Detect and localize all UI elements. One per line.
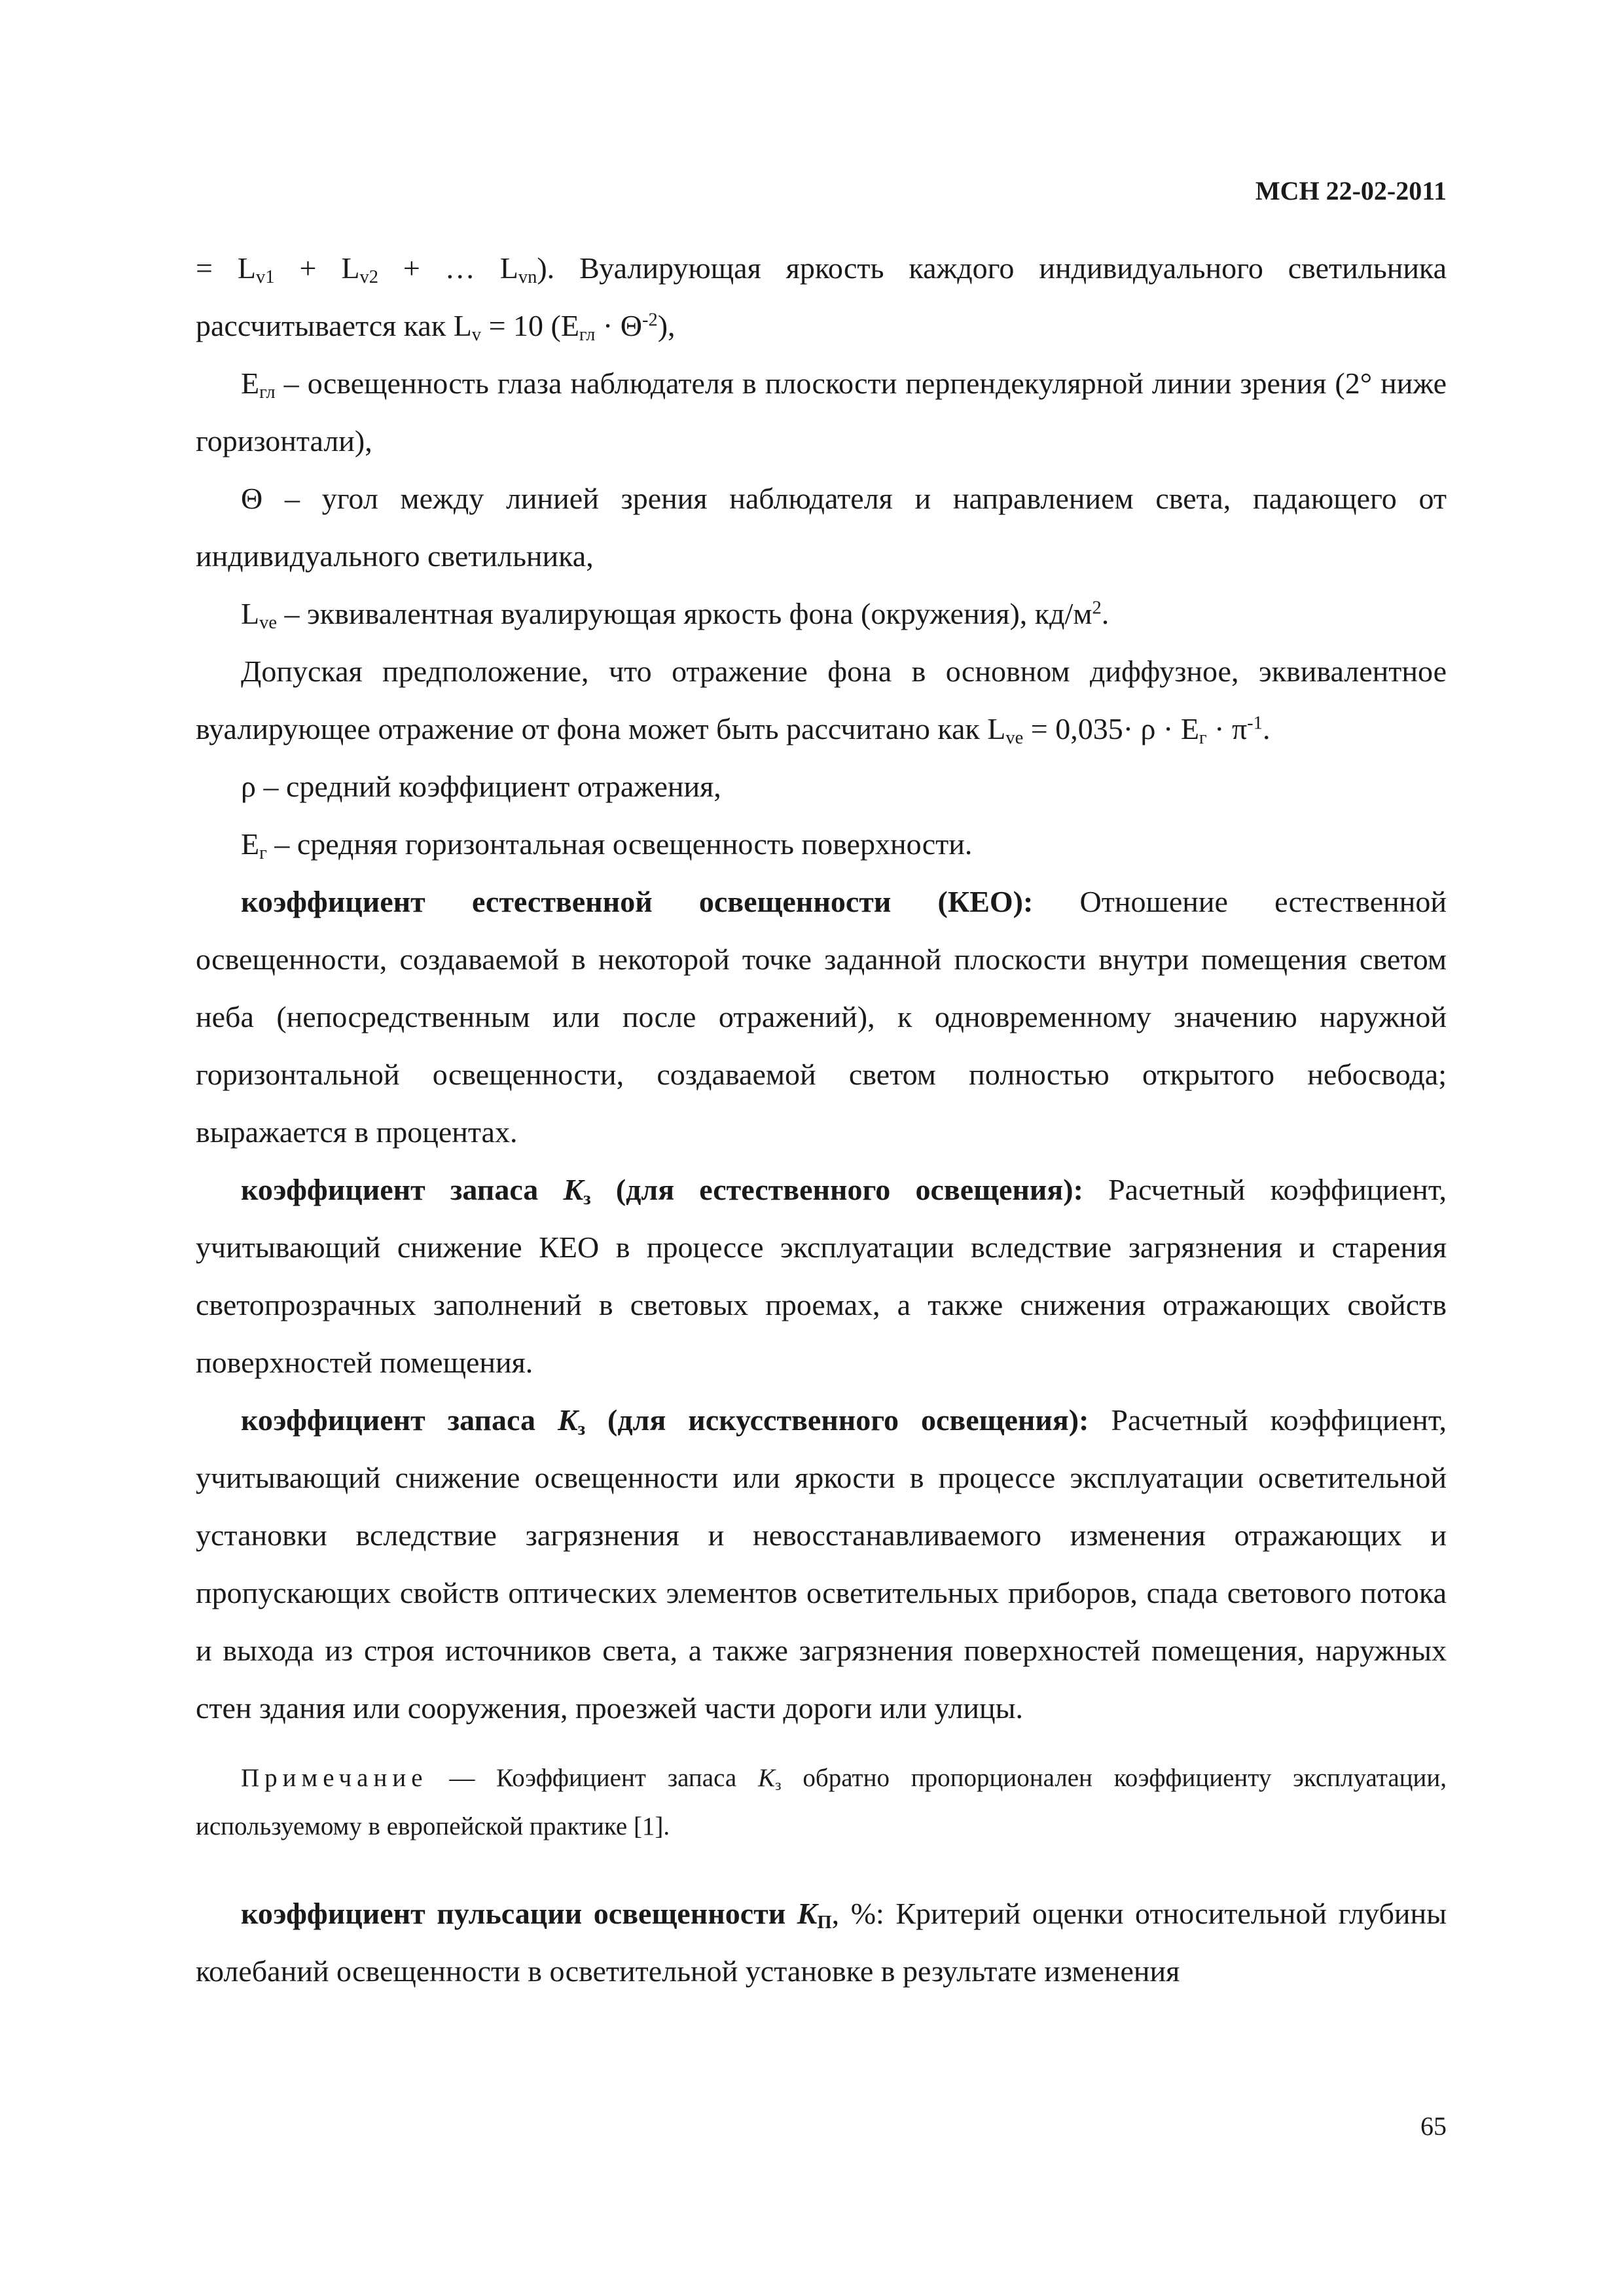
definition-lve: $L_{ve}$ – эквивалентная вуалирующая яркость фона (окружения), $кд/м^2$. <box>241 597 1110 634</box>
term-reserve-factor-artificial: коэффициент запаса $K_з$ (для искусственного освещения): Расчетный коэффициент, учитывающий снижение освещенности или яркости в процессе эксплуатации осветительной установки вследствие загрязнения и невосстанавливаемого изменения отражающих и пропускающих свойств оптических элементов осветительных приборов, спада светового потока и выхода из строя источников света, а также загрязнения поверхностей помещения, наружных стен здания или сооружения, проезжей части дороги или улицы. <box>196 1403 1447 1725</box>
definition-rho: ρ – средний коэффициент отражения, <box>241 770 721 803</box>
page-body <box>196 240 1447 2000</box>
term-title: коэффициент запаса $K_з$ (для естественного освещения): <box>241 1173 1083 1210</box>
term-title: коэффициент пульсации освещенности $K_П$ <box>241 1897 832 1933</box>
term-pulsation-factor: коэффициент пульсации освещенности $K_П$, %: Критерий оценки относительной глубины колебаний освещенности в осветительной установке в результате изменения <box>196 1897 1447 1988</box>
definition-egl: $E_{гл}$ – освещенность глаза наблюдателя в плоскости перпендекулярной линии зрения (2° ниже горизонтали), <box>196 367 1447 457</box>
term-keo: коэффициент естественной освещенности (КЕО): Отношение естественной освещенности, создаваемой в некоторой точке заданной плоскости внутри помещения светом неба (непосредственным или после отражений), к одновременному значению наружной горизонтальной освещенности, создаваемой светом полностью открытого небосвода; выражается в процентах. <box>196 885 1447 1149</box>
note: Примечание — Коэффициент запаса $K_з$ обратно пропорционален коэффициенту эксплуатации, используемому в европейской практике [1]. <box>196 1764 1447 1840</box>
term-reserve-factor-natural: коэффициент запаса $K_з$ (для естественного освещения): Расчетный коэффициент, учитывающий снижение КЕО в процессе эксплуатации вследствие загрязнения и старения светопрозрачных заполнений в световых проемах, а также снижения отражающих свойств поверхностей помещения. <box>196 1173 1447 1379</box>
document-code: МСН 22-02-2011 <box>1255 176 1447 206</box>
definition-theta: Θ – угол между линией зрения наблюдателя и направлением света, падающего от индивидуального светильника, <box>196 482 1447 573</box>
term-title: коэффициент запаса $K_з$ (для искусственного освещения): <box>241 1403 1089 1440</box>
definition-eg: $E_г$ – средняя горизонтальная освещенность поверхности. <box>241 827 973 864</box>
paragraph-veiling-luminance-sum: = $L_{v1} + L_{v2}$ + … $L_{vn}$). Вуалирующая яркость каждого индивидуального светильника рассчитывается как $L_v = 10$ $(E_{гл} \cdot \Theta^{-2})$, <box>196 251 1447 346</box>
page-number: 65 <box>1420 2111 1447 2141</box>
term-title: коэффициент естественной освещенности (КЕО): <box>241 885 1034 918</box>
paragraph-diffuse-assumption: Допуская предположение, что отражение фона в основном диффузное, эквивалентное вуалирующее отражение от фона может быть рассчитано как $L_{ve} = 0,035\cdot \rho \cdot E_г \cdot \pi^{-1}$. <box>196 655 1447 749</box>
note-label: Примечание <box>241 1764 428 1792</box>
